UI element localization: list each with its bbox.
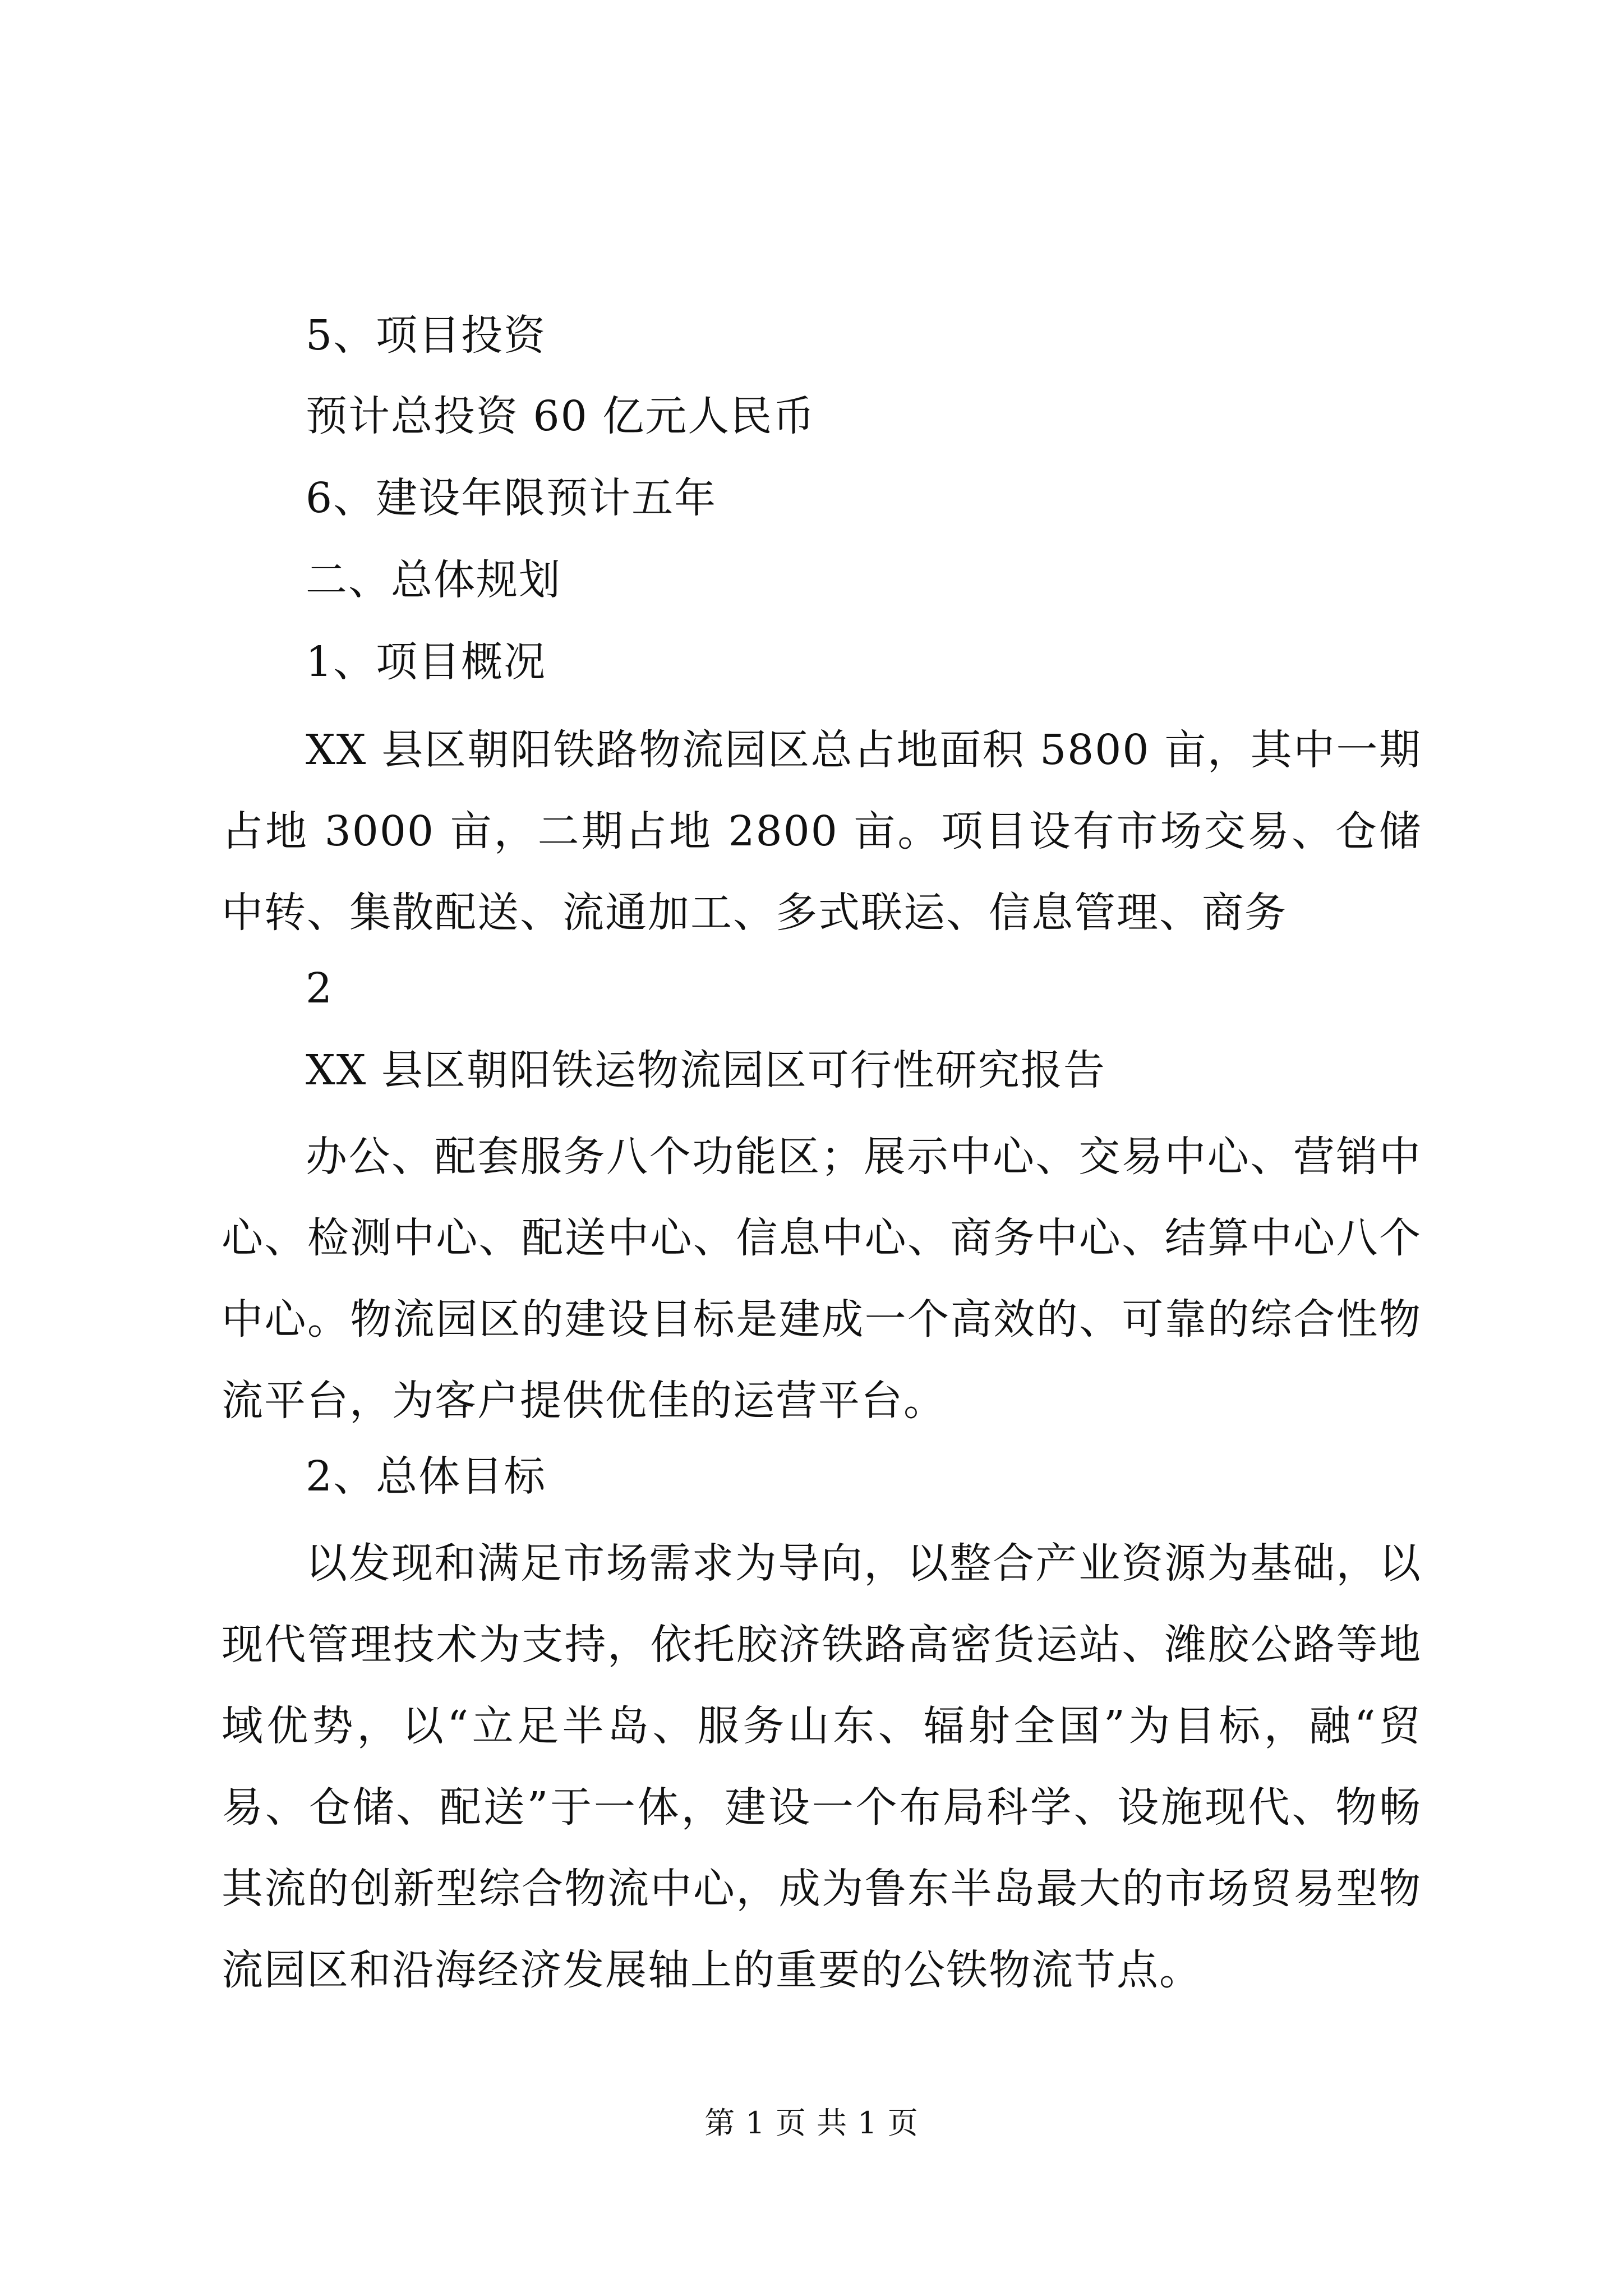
functions-paragraph: 办公、配套服务八个功能区；展示中心、交易中心、营销中心、检测中心、配送中心、信息中心、商务中心、结算中心八个中心。物流园区的建设目标是建成一个高效的、可靠的综合性物流平台，为客户提供优佳的运营平台。: [222, 1133, 1422, 1425]
page-marker: 2: [306, 964, 334, 1013]
report-title: XX 县区朝阳铁运物流园区可行性研究报告: [306, 1046, 1106, 1094]
goal-paragraph: 以发现和满足市场需求为导向，以整合产业资源为基础，以现代管理技术为支持，依托胶济铁路高密货运站、潍胶公路等地域优势，以“立足半岛、服务山东、辐射全国”为目标，融“贸易、仓储、配送”于一体，建设一个布局科学、设施现代、物畅其流的创新型综合物流中心，成为鲁东半岛最大的市场贸易型物流园区和沿海经济发展轴上的重要的公铁物流节点。: [222, 1539, 1422, 1994]
section-heading-overall-goal: 2、总体目标: [306, 1452, 547, 1501]
section-heading-investment: 5、项目投资: [306, 311, 547, 360]
chapter-heading-overall-planning: 二、总体规划: [306, 556, 561, 604]
page-footer: 第 1 页 共 1 页: [704, 2105, 919, 2141]
section-heading-project-overview: 1、项目概况: [306, 638, 547, 686]
investment-text: 预计总投资 60 亿元人民币: [306, 392, 816, 440]
overview-paragraph: XX 县区朝阳铁路物流园区总占地面积 5800 亩，其中一期占地 3000 亩，二期占地 2800 亩。项目设有市场交易、仓储中转、集散配送、流通加工、多式联运、信息管理、商务: [222, 726, 1422, 937]
section-heading-construction-period: 6、建设年限预计五年: [306, 474, 717, 522]
